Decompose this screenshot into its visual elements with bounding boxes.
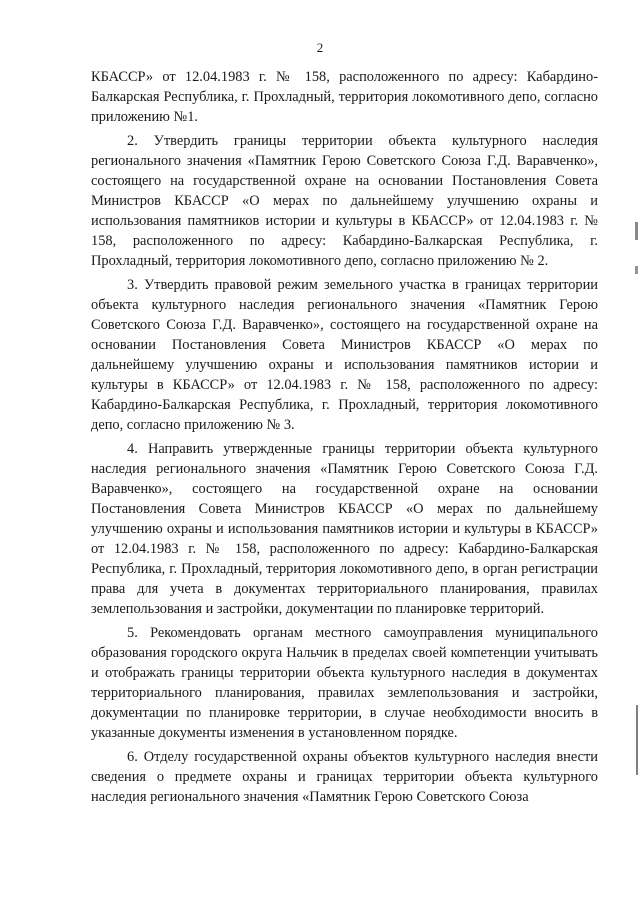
paragraph-2: 2. Утвердить границы территории объекта культурного наследия регионального значения «Памятник Герою Советского Союза Г.Д. Варавченко», состоящего на государственной охране на основании Постановления Совета Министров КБАССР «О мерах по дальнейшему улучшению охраны и использования памятников истории и культуры в КБАССР» от 12.04.1983 г. № 158, расположенного по адресу: Кабардино-Балкарская Республика, г. Прохладный, территория локомотивного депо, согласно приложению № 2. [91,133,598,269]
scan-edge-mark [635,266,638,274]
scan-edge-mark [636,705,638,775]
page-number: 2 [316,40,324,55]
paragraph-1-continuation: КБАССР» от 12.04.1983 г. № 158, расположенного по адресу: Кабардино-Балкарская Республика, г. Прохладный, территория локомотивного депо, согласно приложению №1. [91,69,598,125]
document-body [91,67,598,811]
paragraph-5: 5. Рекомендовать органам местного самоуправления муниципального образования городского округа Нальчик в пределах своей компетенции учитывать и отображать границы территории объекта культурного наследия в документах территориального планирования, правилах землепользования и застройки, документации по планировке территории, в случае необходимости вносить в указанные документы изменения в установленном порядке. [91,625,598,741]
paragraph-4: 4. Направить утвержденные границы территории объекта культурного наследия регионального значения «Памятник Герою Советского Союза Г.Д. Варавченко», состоящего на государственной охране на основании Постановления Совета Министров КБАССР «О мерах по дальнейшему улучшению охраны и использования памятников истории и культуры в КБАССР» от 12.04.1983 г. № 158, расположенного по адресу: Кабардино-Балкарская Республика, г. Прохладный, территория локомотивного депо, в орган регистрации права для учета в документах территориального планирования, правилах землепользования и застройки, документации по планировке территорий. [91,441,598,617]
paragraph-6: 6. Отделу государственной охраны объектов культурного наследия внести сведения о предмете охраны и границах территории объекта культурного наследия регионального значения «Памятник Герою Советского Союза [91,749,598,805]
paragraph-3: 3. Утвердить правовой режим земельного участка в границах территории объекта культурного наследия регионального значения «Памятник Герою Советского Союза Г.Д. Варавченко», состоящего на государственной охране на основании Постановления Совета Министров КБАССР «О мерах по дальнейшему улучшению охраны и использования памятников истории и культуры в КБАССР» от 12.04.1983 г. № 158, расположенного по адресу: Кабардино-Балкарская Республика, г. Прохладный, территория локомотивного депо, согласно приложению № 3. [91,277,598,433]
scan-edge-mark [635,222,638,240]
